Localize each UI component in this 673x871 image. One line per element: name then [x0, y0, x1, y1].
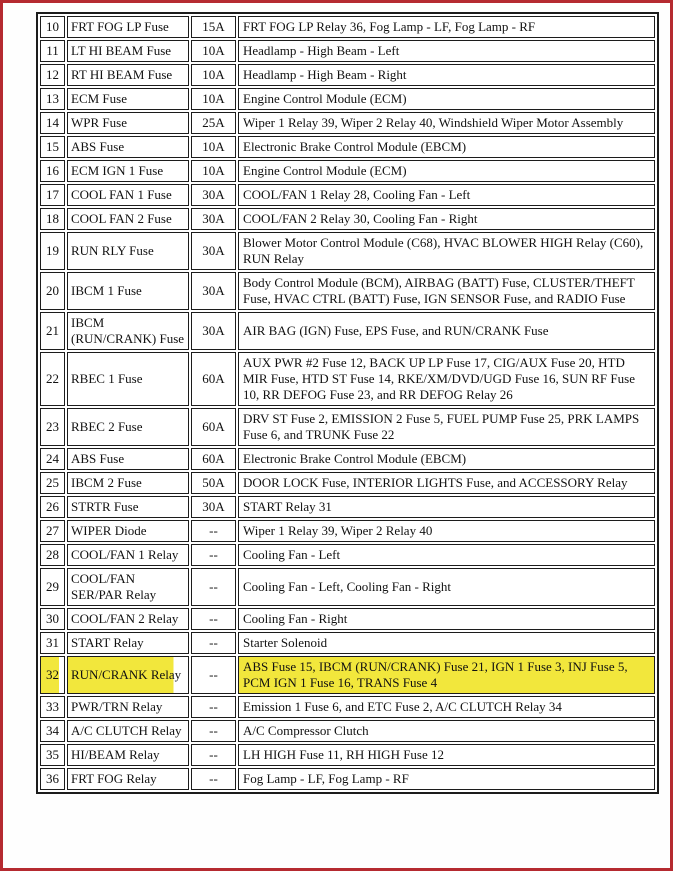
fuse-number-cell: 32: [40, 656, 65, 694]
fuse-table-row: [40, 16, 655, 38]
fuse-number-cell: 14: [40, 112, 65, 134]
fuse-amperage-cell: 60A: [191, 408, 236, 446]
fuse-circuit-cell: Cooling Fan - Right: [238, 608, 655, 630]
fuse-table-row: [40, 720, 655, 742]
fuse-number-cell: 33: [40, 696, 65, 718]
fuse-name-cell: IBCM 2 Fuse: [67, 472, 189, 494]
fuse-table-row: [40, 352, 655, 406]
fuse-number-cell: 23: [40, 408, 65, 446]
fuse-circuit-cell: DOOR LOCK Fuse, INTERIOR LIGHTS Fuse, and ACCESSORY Relay: [238, 472, 655, 494]
fuse-table-row: [40, 88, 655, 110]
fuse-name-cell: COOL/FAN 2 Relay: [67, 608, 189, 630]
fuse-amperage-cell: --: [191, 520, 236, 542]
fuse-amperage-cell: --: [191, 656, 236, 694]
fuse-number-cell: 13: [40, 88, 65, 110]
fuse-circuit-cell: COOL/FAN 1 Relay 28, Cooling Fan - Left: [238, 184, 655, 206]
fuse-table-row: [40, 520, 655, 542]
fuse-name-cell: COOL FAN 2 Fuse: [67, 208, 189, 230]
fuse-amperage-cell: 30A: [191, 184, 236, 206]
fuse-amperage-cell: 30A: [191, 208, 236, 230]
fuse-number-cell: 17: [40, 184, 65, 206]
fuse-circuit-cell: AIR BAG (IGN) Fuse, EPS Fuse, and RUN/CRANK Fuse: [238, 312, 655, 350]
fuse-amperage-cell: 10A: [191, 136, 236, 158]
fuse-circuit-cell: A/C Compressor Clutch: [238, 720, 655, 742]
fuse-number-cell: 31: [40, 632, 65, 654]
fuse-amperage-cell: 30A: [191, 232, 236, 270]
fuse-table-row: [40, 568, 655, 606]
fuse-circuit-cell: Cooling Fan - Left: [238, 544, 655, 566]
fuse-table-row: [40, 160, 655, 182]
fuse-table-row: [40, 472, 655, 494]
fuse-table-row: [40, 448, 655, 470]
fuse-table-row: [40, 744, 655, 766]
fuse-name-cell: ECM IGN 1 Fuse: [67, 160, 189, 182]
fuse-name-cell: RBEC 1 Fuse: [67, 352, 189, 406]
fuse-circuit-cell: Body Control Module (BCM), AIRBAG (BATT) Fuse, CLUSTER/THEFT Fuse, HVAC CTRL (BATT) Fuse, IGN SENSOR Fuse, and RADIO Fuse: [238, 272, 655, 310]
fuse-circuit-cell: ABS Fuse 15, IBCM (RUN/CRANK) Fuse 21, IGN 1 Fuse 3, INJ Fuse 5, PCM IGN 1 Fuse 16, TRANS Fuse 4: [238, 656, 655, 694]
fuse-table-row: [40, 64, 655, 86]
fuse-number-cell: 26: [40, 496, 65, 518]
fuse-circuit-cell: AUX PWR #2 Fuse 12, BACK UP LP Fuse 17, CIG/AUX Fuse 20, HTD MIR Fuse, HTD ST Fuse 14, RKE/XM/DVD/UGD Fuse 16, SUN RF Fuse 10, RR DEFOG Fuse 23, and RR DEFOG Relay 26: [238, 352, 655, 406]
fuse-name-cell: HI/BEAM Relay: [67, 744, 189, 766]
fuse-name-cell: WIPER Diode: [67, 520, 189, 542]
fuse-amperage-cell: --: [191, 632, 236, 654]
fuse-table-row: [40, 768, 655, 790]
fuse-number-cell: 36: [40, 768, 65, 790]
fuse-circuit-cell: FRT FOG LP Relay 36, Fog Lamp - LF, Fog Lamp - RF: [238, 16, 655, 38]
fuse-circuit-cell: Starter Solenoid: [238, 632, 655, 654]
fuse-table-row: [40, 696, 655, 718]
fuse-amperage-cell: --: [191, 768, 236, 790]
fuse-name-cell: IBCM (RUN/CRANK) Fuse: [67, 312, 189, 350]
fuse-amperage-cell: 30A: [191, 312, 236, 350]
fuse-amperage-cell: --: [191, 696, 236, 718]
fuse-circuit-cell: Cooling Fan - Left, Cooling Fan - Right: [238, 568, 655, 606]
fuse-circuit-cell: Electronic Brake Control Module (EBCM): [238, 136, 655, 158]
fuse-circuit-cell: Blower Motor Control Module (C68), HVAC BLOWER HIGH Relay (C60), RUN Relay: [238, 232, 655, 270]
fuse-name-cell: FRT FOG LP Fuse: [67, 16, 189, 38]
fuse-table-row: [40, 408, 655, 446]
fuse-name-cell: PWR/TRN Relay: [67, 696, 189, 718]
fuse-amperage-cell: 50A: [191, 472, 236, 494]
fuse-circuit-cell: Electronic Brake Control Module (EBCM): [238, 448, 655, 470]
fuse-name-cell: COOL/FAN SER/PAR Relay: [67, 568, 189, 606]
fuse-circuit-cell: COOL/FAN 2 Relay 30, Cooling Fan - Right: [238, 208, 655, 230]
fuse-number-cell: 27: [40, 520, 65, 542]
fuse-number-cell: 29: [40, 568, 65, 606]
fuse-name-cell: WPR Fuse: [67, 112, 189, 134]
fuse-table-row: [40, 544, 655, 566]
fuse-circuit-cell: Engine Control Module (ECM): [238, 160, 655, 182]
fuse-table-row: [40, 312, 655, 350]
fuse-name-cell: COOL/FAN 1 Relay: [67, 544, 189, 566]
fuse-number-cell: 35: [40, 744, 65, 766]
fuse-amperage-cell: --: [191, 544, 236, 566]
fuse-name-cell: RUN RLY Fuse: [67, 232, 189, 270]
fuse-amperage-cell: --: [191, 744, 236, 766]
fuse-number-cell: 12: [40, 64, 65, 86]
fuse-table-row: [40, 496, 655, 518]
fuse-table-row: [40, 272, 655, 310]
fuse-amperage-cell: 15A: [191, 16, 236, 38]
fuse-number-cell: 16: [40, 160, 65, 182]
fuse-circuit-cell: Engine Control Module (ECM): [238, 88, 655, 110]
fuse-number-cell: 15: [40, 136, 65, 158]
fuse-table-row: [40, 112, 655, 134]
fuse-circuit-cell: Emission 1 Fuse 6, and ETC Fuse 2, A/C CLUTCH Relay 34: [238, 696, 655, 718]
fuse-table-row: [40, 184, 655, 206]
fuse-circuit-cell: Headlamp - High Beam - Right: [238, 64, 655, 86]
fuse-circuit-cell: Headlamp - High Beam - Left: [238, 40, 655, 62]
fuse-amperage-cell: --: [191, 568, 236, 606]
fuse-table-row: [40, 656, 655, 694]
fuse-amperage-cell: 25A: [191, 112, 236, 134]
fuse-circuit-cell: Fog Lamp - LF, Fog Lamp - RF: [238, 768, 655, 790]
fuse-amperage-cell: 10A: [191, 64, 236, 86]
fuse-circuit-cell: Wiper 1 Relay 39, Wiper 2 Relay 40: [238, 520, 655, 542]
fuse-table-row: [40, 208, 655, 230]
fuse-table-row: [40, 632, 655, 654]
fuse-number-cell: 25: [40, 472, 65, 494]
fuse-amperage-cell: 10A: [191, 88, 236, 110]
fuse-name-cell: ECM Fuse: [67, 88, 189, 110]
fuse-table-row: [40, 232, 655, 270]
fuse-amperage-cell: 30A: [191, 496, 236, 518]
fuse-number-cell: 34: [40, 720, 65, 742]
fuse-number-cell: 10: [40, 16, 65, 38]
fuse-circuit-cell: Wiper 1 Relay 39, Wiper 2 Relay 40, Windshield Wiper Motor Assembly: [238, 112, 655, 134]
fuse-table-body: [40, 16, 655, 790]
fuse-name-cell: ABS Fuse: [67, 448, 189, 470]
fuse-name-cell: IBCM 1 Fuse: [67, 272, 189, 310]
fuse-number-cell: 28: [40, 544, 65, 566]
fuse-relay-table: [36, 12, 659, 794]
fuse-name-cell: COOL FAN 1 Fuse: [67, 184, 189, 206]
fuse-number-cell: 18: [40, 208, 65, 230]
fuse-amperage-cell: 60A: [191, 352, 236, 406]
fuse-number-cell: 21: [40, 312, 65, 350]
fuse-amperage-cell: 60A: [191, 448, 236, 470]
fuse-number-cell: 20: [40, 272, 65, 310]
fuse-number-cell: 11: [40, 40, 65, 62]
fuse-name-cell: RBEC 2 Fuse: [67, 408, 189, 446]
fuse-name-cell: FRT FOG Relay: [67, 768, 189, 790]
fuse-number-cell: 19: [40, 232, 65, 270]
fuse-amperage-cell: 10A: [191, 160, 236, 182]
fuse-table-row: [40, 608, 655, 630]
fuse-amperage-cell: --: [191, 608, 236, 630]
fuse-table-row: [40, 136, 655, 158]
fuse-name-cell: START Relay: [67, 632, 189, 654]
fuse-name-cell: STRTR Fuse: [67, 496, 189, 518]
fuse-table-row: [40, 40, 655, 62]
fuse-number-cell: 24: [40, 448, 65, 470]
fuse-circuit-cell: DRV ST Fuse 2, EMISSION 2 Fuse 5, FUEL PUMP Fuse 25, PRK LAMPS Fuse 6, and TRUNK Fuse 22: [238, 408, 655, 446]
fuse-number-cell: 30: [40, 608, 65, 630]
fuse-name-cell: RUN/CRANK Relay: [67, 656, 189, 694]
fuse-name-cell: LT HI BEAM Fuse: [67, 40, 189, 62]
fuse-amperage-cell: --: [191, 720, 236, 742]
fuse-number-cell: 22: [40, 352, 65, 406]
fuse-amperage-cell: 30A: [191, 272, 236, 310]
fuse-name-cell: A/C CLUTCH Relay: [67, 720, 189, 742]
fuse-name-cell: RT HI BEAM Fuse: [67, 64, 189, 86]
fuse-name-cell: ABS Fuse: [67, 136, 189, 158]
fuse-amperage-cell: 10A: [191, 40, 236, 62]
fuse-circuit-cell: START Relay 31: [238, 496, 655, 518]
fuse-circuit-cell: LH HIGH Fuse 11, RH HIGH Fuse 12: [238, 744, 655, 766]
